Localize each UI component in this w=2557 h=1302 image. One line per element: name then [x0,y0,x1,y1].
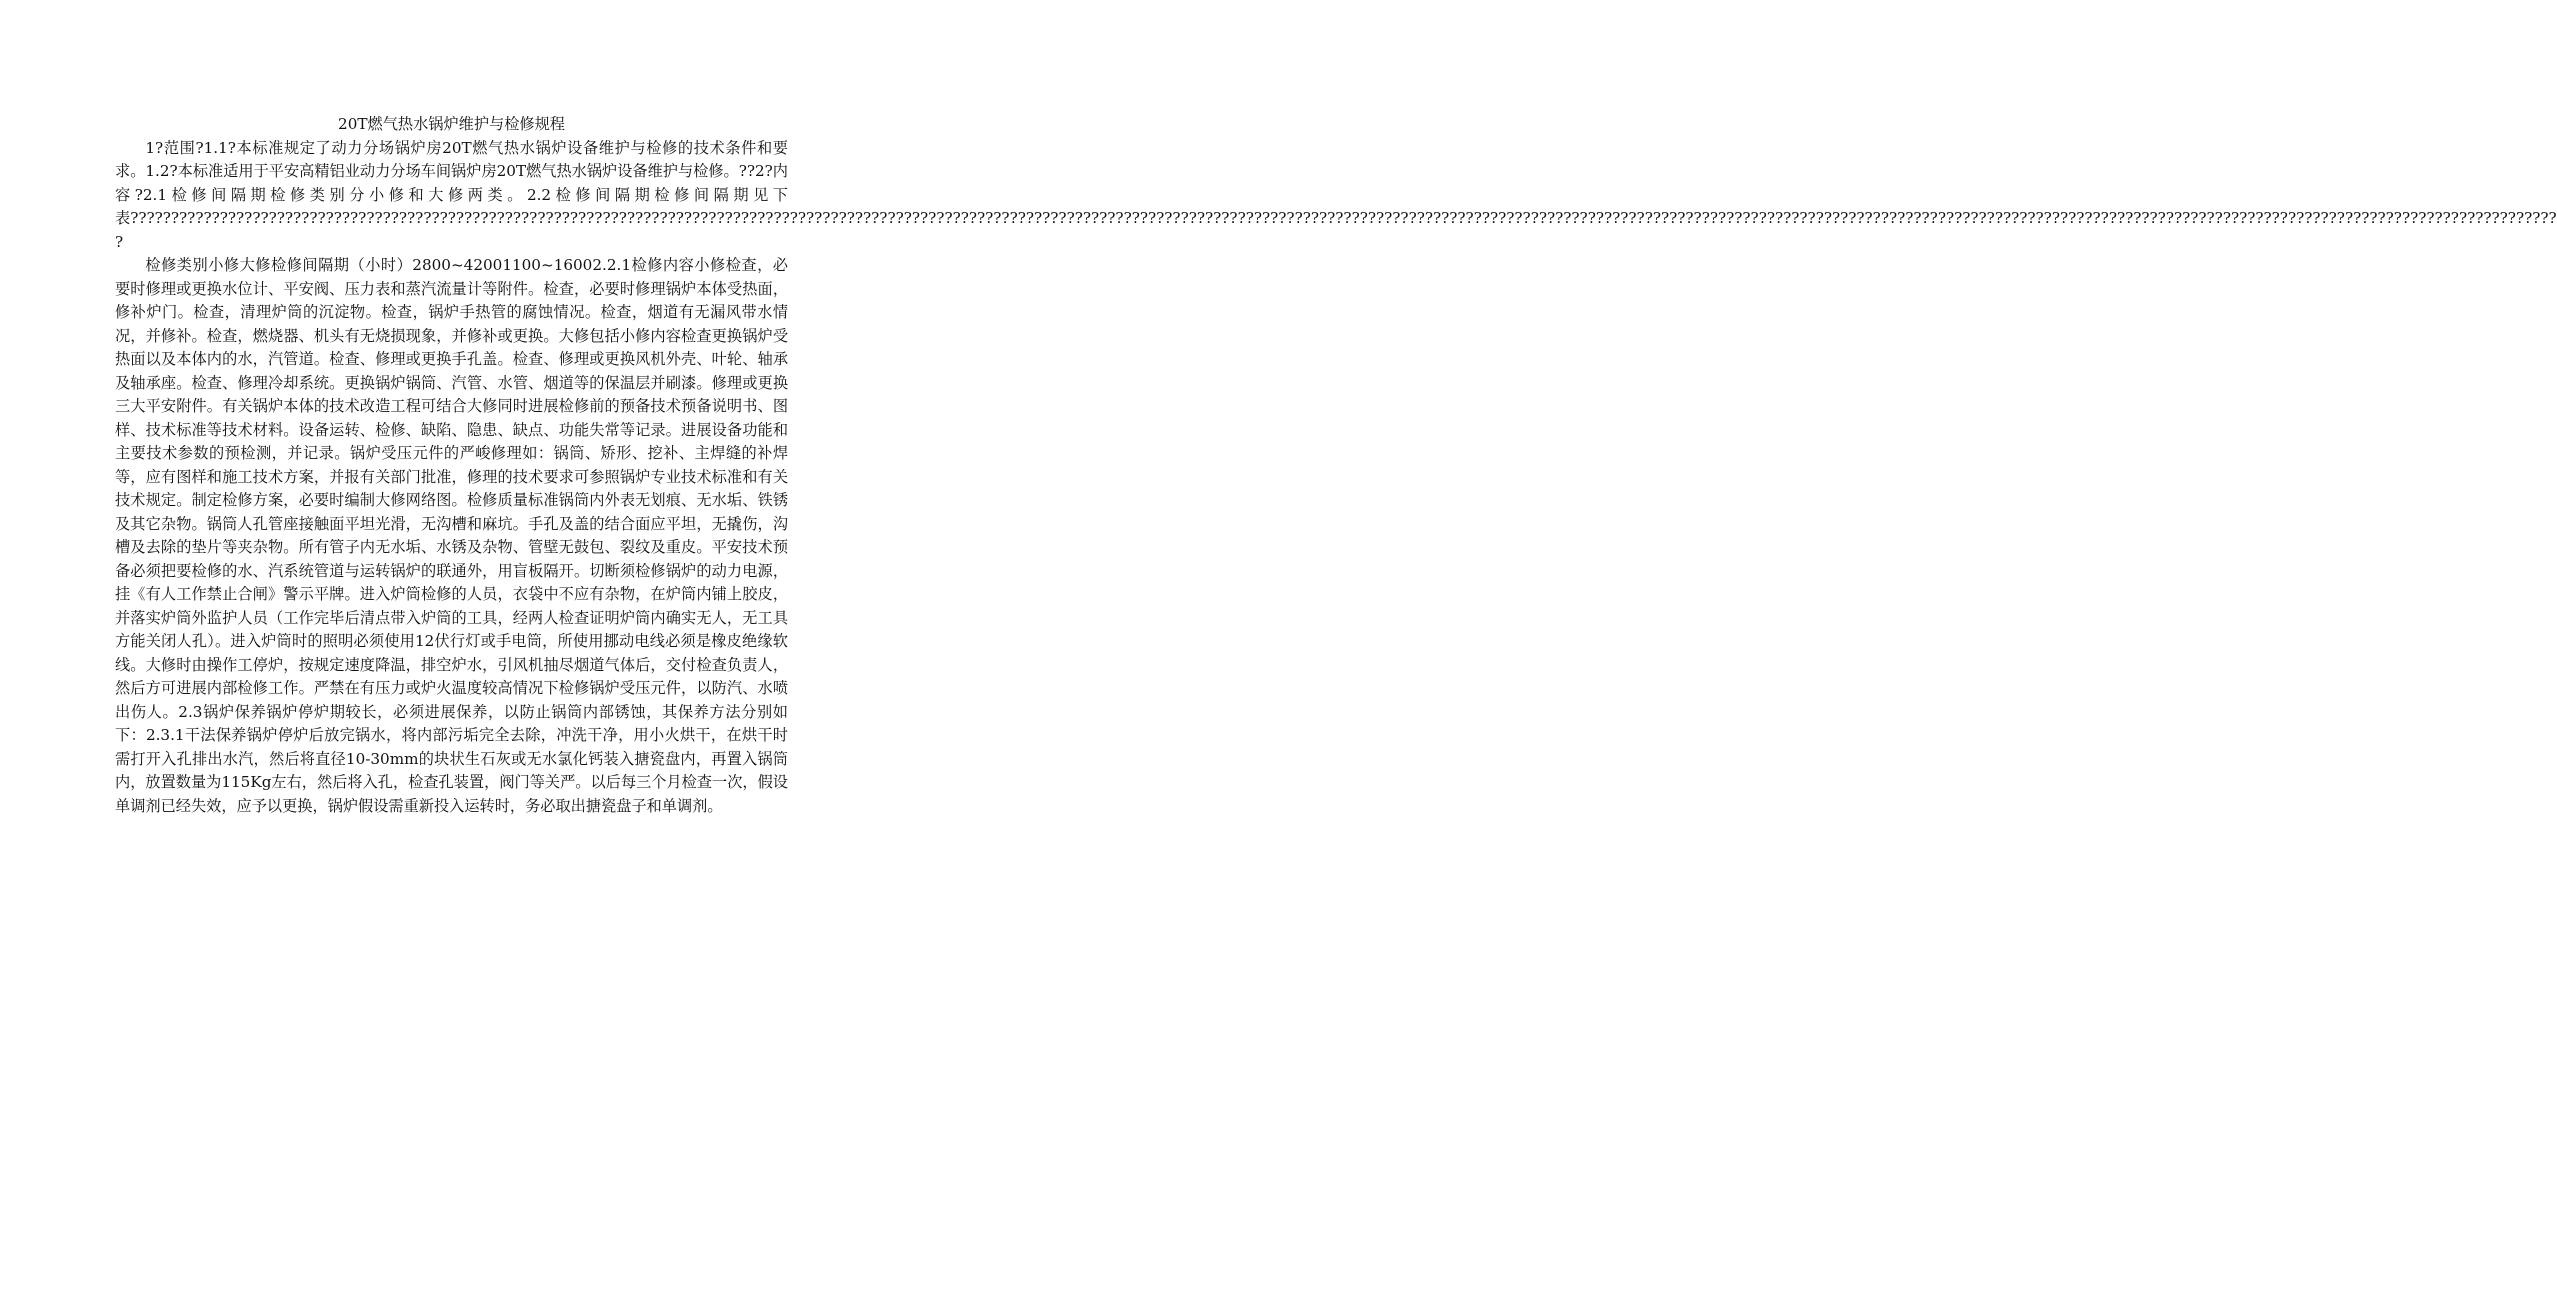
paragraph-scope-and-intervals: 1?范围?1.1?本标准规定了动力分场锅炉房20T燃气热水锅炉设备维护与检修的技术条件和要求。1.2?本标准适用于平安高精铝业动力分场车间锅炉房20T燃气热水锅炉设备维护与检修。??2?内容?2.1检修间隔期检修类别分小修和大修两类。2.2检修间隔期检修间隔期见下表?????????????????????????????????????????????????????????????????????????????????????????????????????????????????????????????????????????????????????????????????????????????????????????????????????????????????????????????????????????????????????????????????????????????????????????????????????????? ? [115,138,2557,251]
paragraph-maintenance-details: 检修类别小修大修检修间隔期（小时）2800~42001100~16002.2.1检修内容小修检查，必要时修理或更换水位计、平安阀、压力表和蒸汽流量计等附件。检查，必要时修理锅炉本体受热面，修补炉门。检查，清理炉筒的沉淀物。检查，锅炉手热管的腐蚀情况。检查，烟道有无漏风带水情况，并修补。检查，燃烧器、机头有无烧损现象，并修补或更换。大修包括小修内容检查更换锅炉受热面以及本体内的水，汽管道。检查、修理或更换手孔盖。检查、修理或更换风机外壳、叶轮、轴承及轴承座。检查、修理冷却系统。更换锅炉锅筒、汽管、水管、烟道等的保温层并刷漆。修理或更换三大平安附件。有关锅炉本体的技术改造工程可结合大修同时进展检修前的预备技术预备说明书、图样、技术标准等技术材料。设备运转、检修、缺陷、隐患、缺点、功能失常等记录。进展设备功能和主要技术参数的预检测，并记录。锅炉受压元件的严峻修理如：锅筒、矫形、挖补、主焊缝的补焊等，应有图样和施工技术方案，并报有关部门批准，修理的技术要求可参照锅炉专业技术标准和有关技术规定。制定检修方案，必要时编制大修网络图。检修质量标准锅筒内外表无划痕、无水垢、铁锈及其它杂物。锅筒人孔管座接触面平坦光滑，无沟槽和麻坑。手孔及盖的结合面应平坦，无撬伤，沟槽及去除的垫片等夹杂物。所有管子内无水垢、水锈及杂物、管壁无鼓包、裂纹及重皮。平安技术预备必须把要检修的水、汽系统管道与运转锅炉的联通外，用盲板隔开。切断须检修锅炉的动力电源，挂《有人工作禁止合闸》警示平牌。进入炉筒检修的人员，衣袋中不应有杂物，在炉筒内铺上胶皮，并落实炉筒外监护人员（工作完毕后清点带入炉筒的工具，经两人检查证明炉筒内确实无人，无工具方能关闭人孔）。进入炉筒时的照明必须使用12伏行灯或手电筒，所使用挪动电线必须是橡皮绝缘软线。大修时由操作工停炉，按规定速度降温，排空炉水，引风机抽尽烟道气体后，交付检查负责人，然后方可进展内部检修工作。严禁在有压力或炉火温度较高情况下检修锅炉受压元件，以防汽、水喷出伤人。2.3锅炉保养锅炉停炉期较长，必须进展保养，以防止锅筒内部锈蚀，其保养方法分别如下：2.3.1干法保养锅炉停炉后放完锅水，将内部污垢完全去除，冲洗干净，用小火烘干，在烘干时需打开入孔排出水汽，然后将直径10-30mm的块状生石灰或无水氯化钙装入搪瓷盘内，再置入锅筒内，放置数量为115Kg左右，然后将入孔，检查孔装置，阀门等关严。以后每三个月检查一次，假设单调剂已经失效，应予以更换，锅炉假设需重新投入运转时，务必取出搪瓷盘子和单调剂。 [115,256,788,815]
document-title: 20T燃气热水锅炉维护与检修规程 [338,115,565,133]
document-body [115,113,2557,818]
